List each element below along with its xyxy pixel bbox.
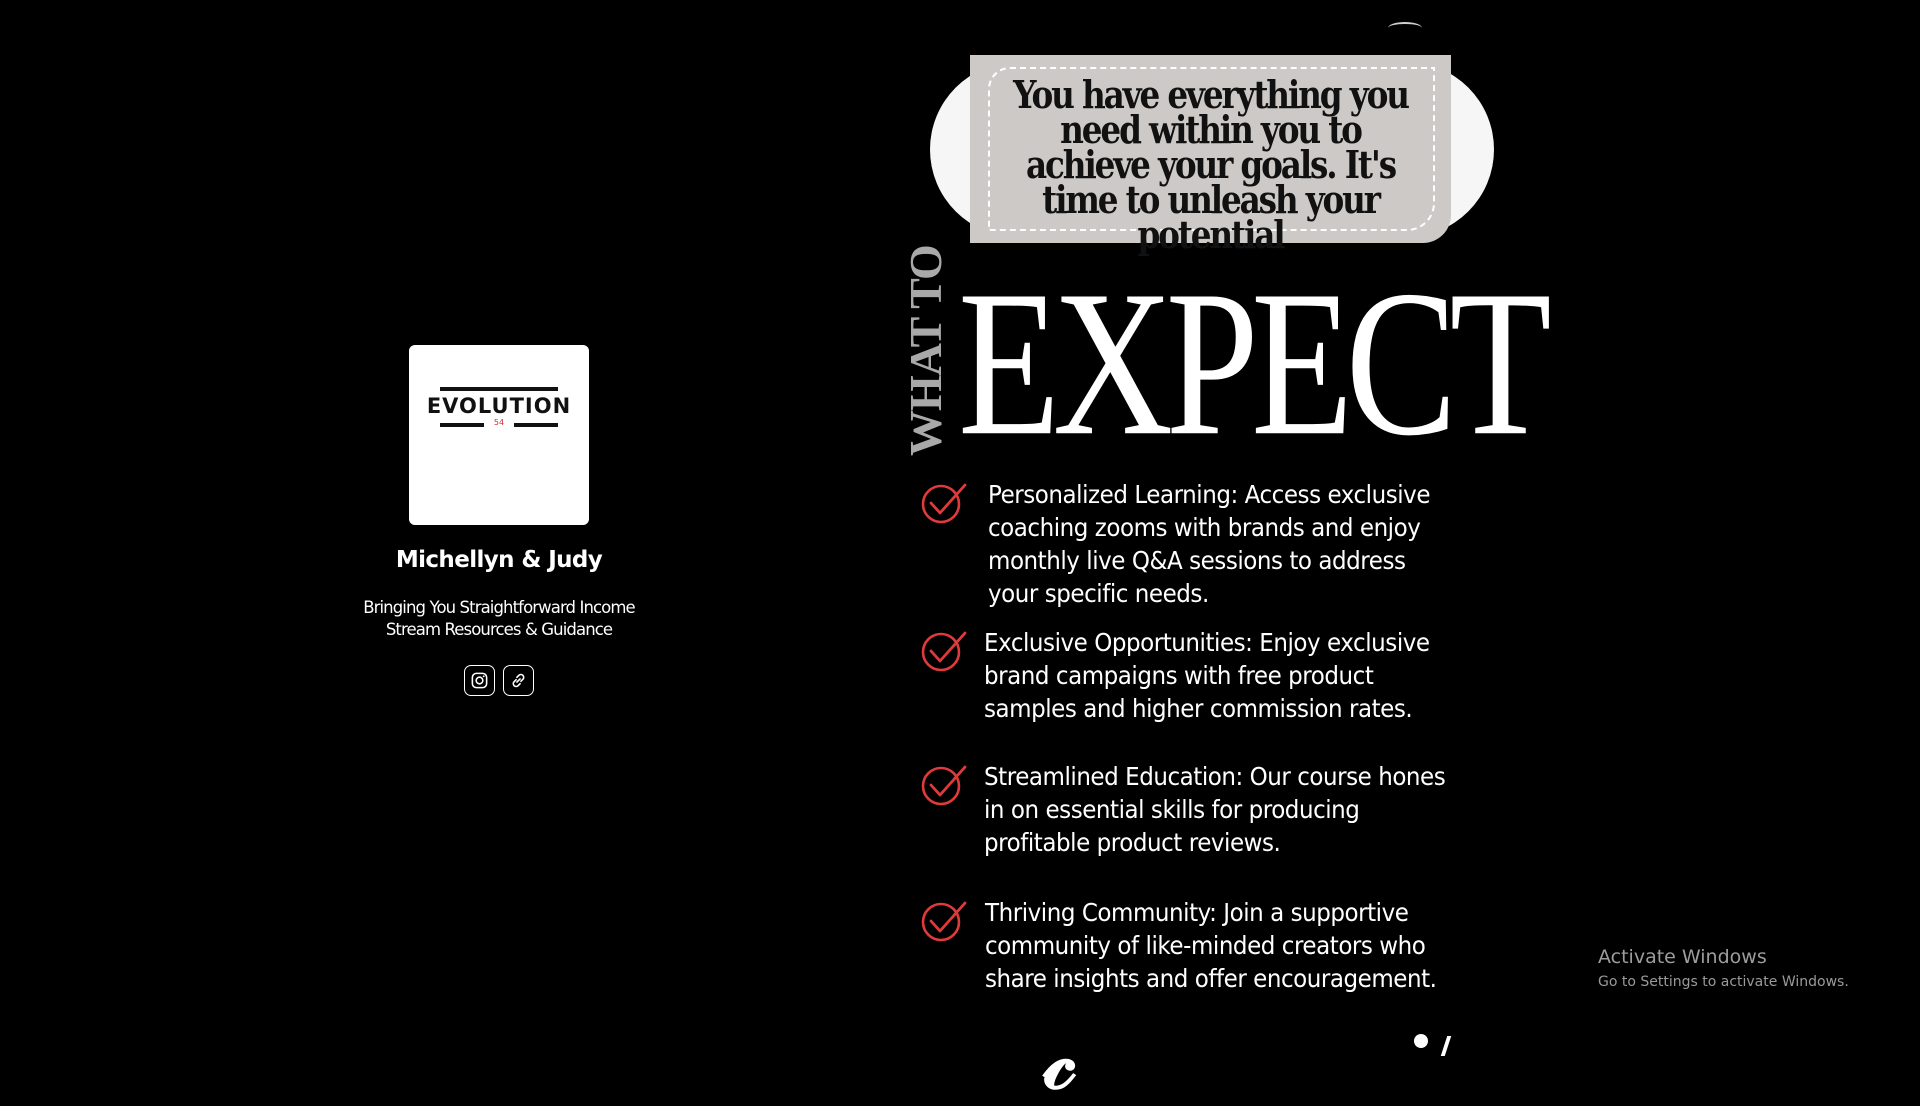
social-links (300, 665, 698, 696)
profile-card (300, 345, 698, 696)
logo-rule-bottom-right (514, 423, 558, 427)
check-circle-icon (920, 898, 968, 942)
instagram-icon (470, 671, 489, 690)
heading-expect: EXPECT (958, 247, 1545, 479)
check-circle-icon (920, 762, 968, 806)
feature-text: Exclusive Opportunities: Enjoy exclusive brand campaigns with free product samples and higher commission rates. (984, 628, 1430, 723)
profile-name: Michellyn & Judy (395, 547, 603, 573)
feature-text: Streamlined Education: Our course hones in on essential skills for producing profitable product reviews. (984, 762, 1446, 857)
cropped-next-heading (1040, 1018, 1460, 1106)
check-circle-icon (920, 628, 968, 672)
activation-subtitle: Go to Settings to activate Windows. (1598, 974, 1849, 990)
feature-text: Personalized Learning: Access exclusive coaching zooms with brands and enjoy monthly live Q&A sessions to address your specific needs. (988, 480, 1431, 608)
activation-title: Activate Windows (1598, 946, 1767, 968)
logo-rule-top (440, 387, 558, 391)
feature-text: Thriving Community: Join a supportive community of like-minded creators who share insights and offer encouragement. (985, 898, 1437, 993)
instagram-button[interactable] (464, 665, 495, 696)
check-circle-icon (920, 480, 968, 524)
windows-activation-watermark (1598, 945, 1849, 991)
link-icon (509, 671, 528, 690)
quote-card (970, 55, 1451, 257)
profile-tagline: Bringing You Straightforward Income Stream Resources & Guidance (363, 598, 635, 639)
cropped-glyph-dot (1414, 1034, 1428, 1048)
decorative-arc (1388, 22, 1422, 34)
cropped-glyph: 𝒸 (1044, 1018, 1077, 1106)
heading-what-to: WHAT TO (900, 245, 951, 456)
logo-wordmark: EVOLUTION (426, 394, 572, 418)
cropped-glyph-stroke (1441, 1036, 1451, 1056)
quote-text: You have everything you need within you to achieve your goals. It's time to unleash your potential (1013, 72, 1408, 257)
link-button[interactable] (503, 665, 534, 696)
avatar (409, 345, 589, 525)
logo-subtext: 54 (493, 418, 505, 427)
